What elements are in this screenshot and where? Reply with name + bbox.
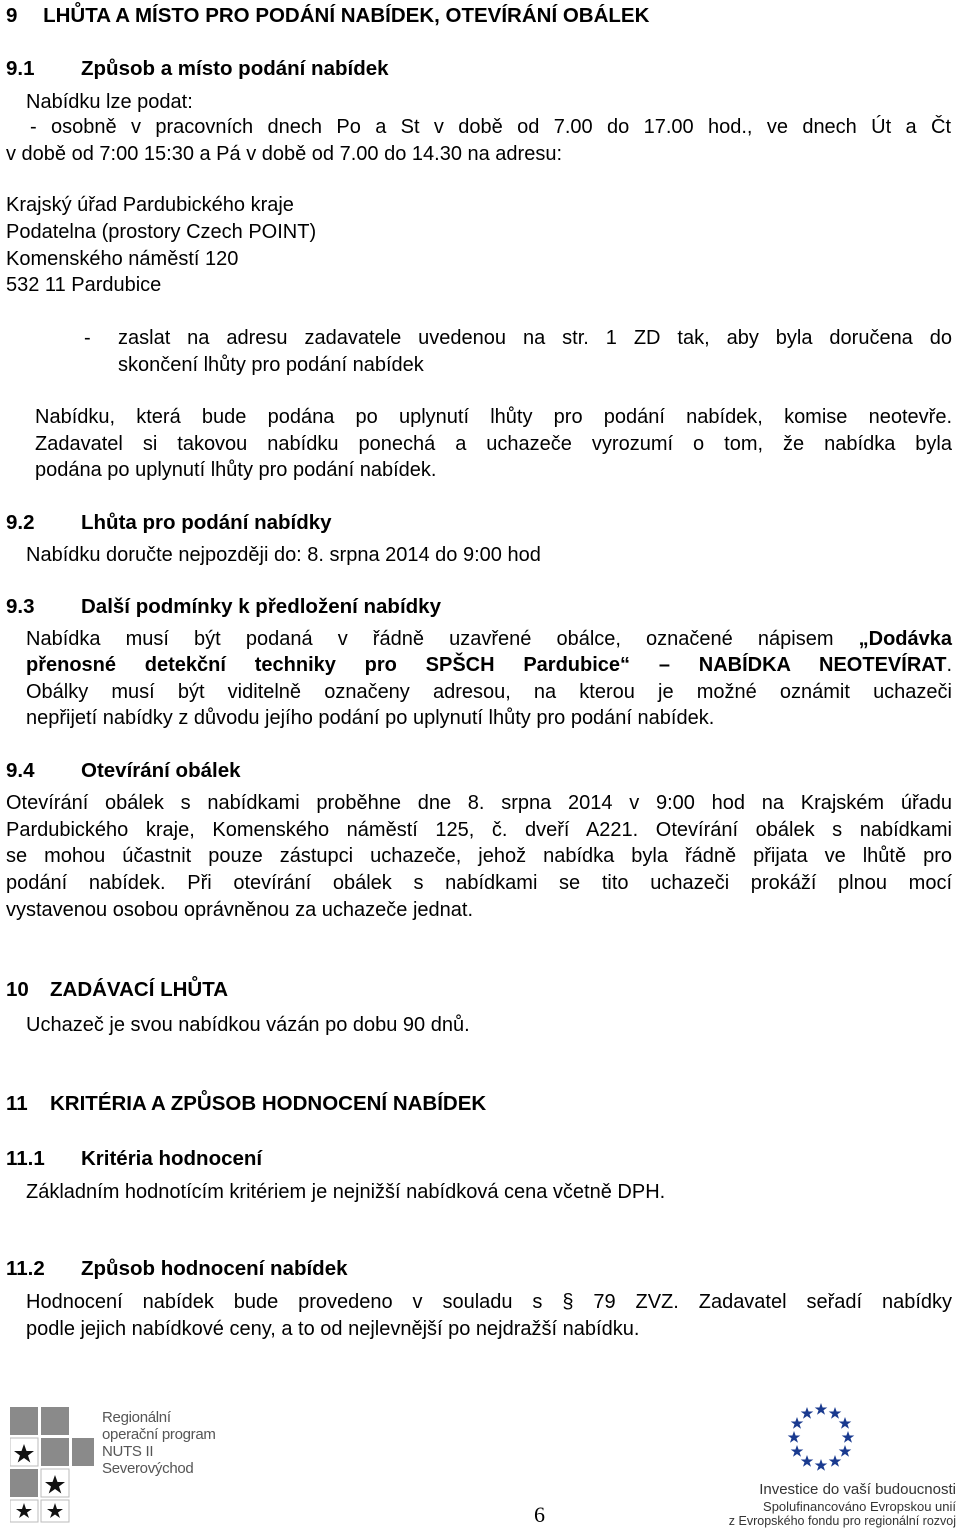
- subsection-heading: [6, 1257, 348, 1281]
- page-number: 6: [534, 1502, 545, 1527]
- subsection-number: 9.3: [6, 595, 35, 618]
- paragraph: se mohou účastnit pouze zástupci uchazeče, jehož nabídka byla řádně přijata ve lhůtě pro: [6, 845, 952, 867]
- section-title: ZADÁVACÍ LHŮTA: [50, 978, 229, 1001]
- subsection-heading: [6, 57, 389, 81]
- subsection-title: Lhůta pro podání nabídky: [81, 511, 332, 534]
- paragraph: [26, 628, 952, 651]
- paragraph: v době od 7:00 15:30 a Pá v době od 7.00 do 14.30 na adresu:: [6, 143, 563, 165]
- subsection-number: 9.2: [6, 511, 35, 534]
- address-line: 532 11 Pardubice: [6, 274, 162, 296]
- paragraph: Nabídku lze podat:: [26, 91, 193, 113]
- paragraph: Otevírání obálek s nabídkami proběhne dne 8. srpna 2014 v 9:00 hod na Krajském úřadu: [6, 792, 952, 814]
- subsection-heading: [6, 595, 441, 619]
- list-dash: -: [84, 327, 91, 349]
- paragraph: Nabídku doručte nejpozději do: 8. srpna 2014 do 9:00 hod: [26, 544, 541, 566]
- text-run-bold: NABÍDKA NEOTEVÍRAT: [698, 654, 947, 676]
- subsection-number: 11.2: [6, 1257, 45, 1280]
- rop-logo-text: [102, 1409, 245, 1477]
- paragraph: Zadavatel si takovou nabídku ponechá a uchazeče vyrozumí o tom, že nabídka byla: [35, 433, 952, 455]
- list-item: skončení lhůty pro podání nabídek: [118, 354, 424, 376]
- rop-logo-line: Regionální: [102, 1409, 171, 1426]
- subsection-title: Další podmínky k předložení nabídky: [81, 595, 441, 618]
- eu-logo-line: Spolufinancováno Evropskou unií: [763, 1499, 956, 1514]
- paragraph: [26, 654, 952, 677]
- subsection-heading: [6, 1147, 262, 1171]
- eu-logo-text: [690, 1481, 956, 1528]
- section-number: 10: [6, 978, 29, 1001]
- subsection-title: Způsob hodnocení nabídek: [81, 1257, 348, 1280]
- rop-severovychod-logo: [10, 1405, 245, 1523]
- eu-logo-line: z Evropského fondu pro regionální rozvoj: [728, 1514, 956, 1528]
- rop-logo-line: NUTS II Severovýchod: [102, 1443, 194, 1477]
- text-run-bold: přenosné detekční techniky pro SPŠCH Pardubice“: [26, 654, 631, 676]
- eu-logo-line: Investice do vaší budoucnosti: [759, 1481, 956, 1498]
- address-line: Podatelna (prostory Czech POINT): [6, 221, 317, 243]
- paragraph: Nabídku, která bude podána po uplynutí lhůty pro podání nabídek, komise neotevře.: [35, 406, 952, 428]
- text-run-bold: [699, 654, 952, 676]
- paragraph: podání nabídek. Při otevírání obálek s nabídkami se tito uchazeči prokáží plnou mocí: [6, 872, 952, 894]
- paragraph: Pardubického kraje, Komenského náměstí 125, č. dveří A221. Otevírání obálek s nabídkami: [6, 819, 952, 841]
- text-run: .: [946, 654, 952, 676]
- section-title: LHŮTA A MÍSTO PRO PODÁNÍ NABÍDEK, OTEVÍRÁNÍ OBÁLEK: [43, 4, 650, 27]
- eu-star-circle: [788, 1403, 855, 1471]
- paragraph: Hodnocení nabídek bude provedeno v souladu s § 79 ZVZ. Zadavatel seřadí nabídky: [26, 1291, 952, 1313]
- rop-logo-line: operační program: [102, 1426, 216, 1443]
- subsection-heading: [6, 759, 241, 783]
- paragraph: vystavenou osobou oprávněnou za uchazeče jednat.: [6, 899, 474, 921]
- subsection-number: 9.4: [6, 759, 35, 782]
- paragraph: podána po uplynutí lhůty pro podání nabídek.: [35, 459, 437, 481]
- section-heading: [6, 4, 649, 28]
- section-number: 9: [6, 4, 18, 27]
- paragraph: Obálky musí být viditelně označeny adresou, na kterou je možné oznámit uchazeči: [26, 681, 952, 703]
- paragraph: nepřijetí nabídky z důvodu jejího podání po uplynutí lhůty pro podání nabídek.: [26, 707, 715, 729]
- paragraph: - osobně v pracovních dnech Po a St v době od 7.00 do 17.00 hod., ve dnech Út a Čt: [30, 116, 951, 138]
- list-item: zaslat na adresu zadavatele uvedenou na str. 1 ZD tak, aby byla doručena do: [118, 327, 952, 349]
- text-run-bold: –: [658, 654, 670, 676]
- paragraph: Uchazeč je svou nabídkou vázán po dobu 90 dnů.: [26, 1014, 470, 1036]
- section-number: 11: [6, 1092, 28, 1115]
- subsection-title: Otevírání obálek: [81, 759, 241, 782]
- paragraph: podle jejich nabídkové ceny, a to od nejlevnější po nejdražší nabídku.: [26, 1318, 640, 1340]
- subsection-heading: [6, 511, 332, 535]
- eu-flag-logo: [690, 1395, 958, 1526]
- subsection-number: 9.1: [6, 57, 35, 80]
- subsection-title: Kritéria hodnocení: [81, 1147, 263, 1170]
- paragraph: Základním hodnotícím kritériem je nejnižší nabídková cena včetně DPH.: [26, 1181, 666, 1203]
- address-line: Krajský úřad Pardubického kraje: [6, 194, 294, 216]
- address-line: Komenského náměstí 120: [6, 248, 239, 270]
- subsection-number: 11.1: [6, 1147, 45, 1170]
- text-run: Nabídka musí být podaná v řádně uzavřené obálce, označené nápisem: [26, 628, 834, 650]
- section-heading: [6, 1092, 486, 1116]
- section-title: KRITÉRIA A ZPŮSOB HODNOCENÍ NABÍDEK: [50, 1092, 487, 1115]
- text-run-bold: „Dodávka: [858, 628, 953, 650]
- subsection-title: Způsob a místo podání nabídek: [81, 57, 389, 80]
- section-heading: [6, 978, 228, 1002]
